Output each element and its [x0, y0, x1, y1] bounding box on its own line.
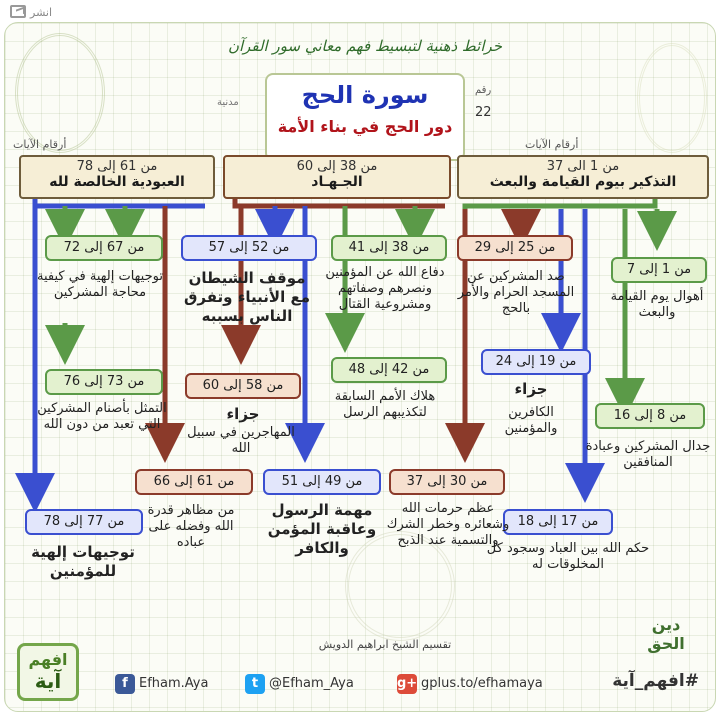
share-label[interactable]: انشر [30, 6, 52, 19]
surah-type: مدنية [217, 97, 239, 108]
node-49-51[interactable]: من 49 إلى 51 [263, 469, 381, 495]
top-bar [0, 0, 720, 24]
node-58-60[interactable]: من 58 إلى 60 [185, 373, 301, 399]
node-67-72-desc: توجيهات إلهية في كيفية محاجة المشركين [37, 269, 163, 300]
node-30-37-desc: عظم حرمات الله وشعائره وخطر الشرك والتسمية عند الذبح [386, 501, 510, 548]
node-58-60-desc: المهاجرين في سبيل الله [187, 425, 295, 456]
node-17-18-desc: حكم الله بين العباد وسجود كل المخلوقات له [486, 541, 650, 572]
node-8-16[interactable]: من 8 إلى 16 [595, 403, 705, 429]
node-73-76-desc: التمثل بأصنام المشركين التي تعبد من دون الله [37, 401, 167, 432]
node-61-66-desc: من مظاهر قدرة الله وفضله على عباده [147, 503, 235, 550]
efham-aya-logo [17, 643, 79, 701]
node-61-66[interactable]: من 61 إلى 66 [135, 469, 253, 495]
efham-aya-logo-line1: افهم [28, 650, 68, 669]
node-42-48[interactable]: من 42 إلى 48 [331, 357, 447, 383]
node-19-24-desc: الكافرين والمؤمنين [504, 405, 558, 436]
din-alhaq-logo-text: دين الحق [647, 615, 685, 653]
social-links [105, 667, 705, 701]
verse-numbers-label-left: أرقام الآيات [13, 138, 67, 151]
twitter-icon: t [245, 674, 265, 694]
node-1-7-desc: أهوال يوم القيامة والبعث [610, 289, 704, 320]
section-3-name: العبودية الخالصة لله [49, 174, 185, 190]
node-49-51-desc: مهمة الرسول وعاقبة المؤمن والكافر [267, 501, 377, 557]
section-1-name: التذكير بيوم القيامة والبعث [489, 174, 677, 190]
node-77-78[interactable]: من 77 إلى 78 [25, 509, 143, 535]
section-2-name: الجـهـاد [311, 174, 363, 190]
surah-number: 22 [475, 105, 492, 120]
section-2[interactable] [223, 155, 451, 199]
section-1-range: من 1 الى 37 [546, 159, 620, 174]
surah-number-label: رقم [475, 85, 492, 96]
efham-aya-logo-line2: آية [34, 669, 62, 693]
din-alhaq-logo [631, 595, 701, 653]
node-52-57[interactable]: من 52 إلى 57 [181, 235, 317, 261]
node-19-24-desc-title: جزاء [514, 380, 548, 398]
gplus-icon: g+ [397, 674, 417, 694]
node-77-78-desc: توجيهات إلهية للمؤمنين [31, 543, 135, 580]
node-17-18[interactable]: من 17 إلى 18 [503, 509, 613, 535]
section-2-range: من 38 إلى 60 [296, 159, 378, 174]
twitter-link[interactable] [245, 673, 354, 695]
hashtag: #افهم_آية [612, 671, 699, 691]
node-67-72[interactable]: من 67 إلى 72 [45, 235, 163, 261]
section-3[interactable] [19, 155, 215, 199]
gplus-handle: gplus.to/efhamaya [421, 676, 543, 691]
share-icon[interactable] [10, 5, 26, 18]
node-19-24[interactable]: من 19 إلى 24 [481, 349, 591, 375]
section-3-range: من 61 إلى 78 [76, 159, 158, 174]
section-1[interactable] [457, 155, 709, 199]
gplus-link[interactable] [397, 673, 543, 695]
node-25-29-desc: صد المشركين عن المسجد الحرام والأمر بالحج [457, 269, 575, 316]
node-58-60-desc-title: جزاء [226, 405, 260, 423]
facebook-link[interactable] [115, 673, 208, 695]
node-30-37[interactable]: من 30 إلى 37 [389, 469, 505, 495]
credit-line: تقسيم الشيخ ابراهيم الدويش [318, 638, 452, 651]
node-25-29[interactable]: من 25 إلى 29 [457, 235, 573, 261]
facebook-handle: Efham.Aya [139, 676, 209, 691]
node-8-16-desc: جدال المشركين وعبادة المنافقين [585, 439, 711, 470]
node-1-7[interactable]: من 1 إلى 7 [611, 257, 707, 283]
verse-numbers-label-right: أرقام الآيات [525, 138, 579, 151]
node-38-41[interactable]: من 38 إلى 41 [331, 235, 447, 261]
mind-map-card [4, 22, 716, 712]
node-52-57-desc: موقف الشيطان مع الأنبياء وتفرق الناس بسببه [184, 269, 310, 325]
node-73-76[interactable]: من 73 إلى 76 [45, 369, 163, 395]
surah-theme: دور الحج في بناء الأمة [277, 117, 453, 136]
node-42-48-desc: هلاك الأمم السابقة لتكذيبهم الرسل [334, 389, 436, 420]
node-38-41-desc: دفاع الله عن المؤمنين ونصرهم وصفاتهم ومشروعية القتال [325, 265, 445, 312]
twitter-handle: @Efham_Aya [269, 676, 354, 691]
series-title: خرائط ذهنية لتبسيط فهم معاني سور القرآن [227, 37, 503, 55]
surah-name: سورة الحج [301, 81, 429, 109]
facebook-icon: f [115, 674, 135, 694]
